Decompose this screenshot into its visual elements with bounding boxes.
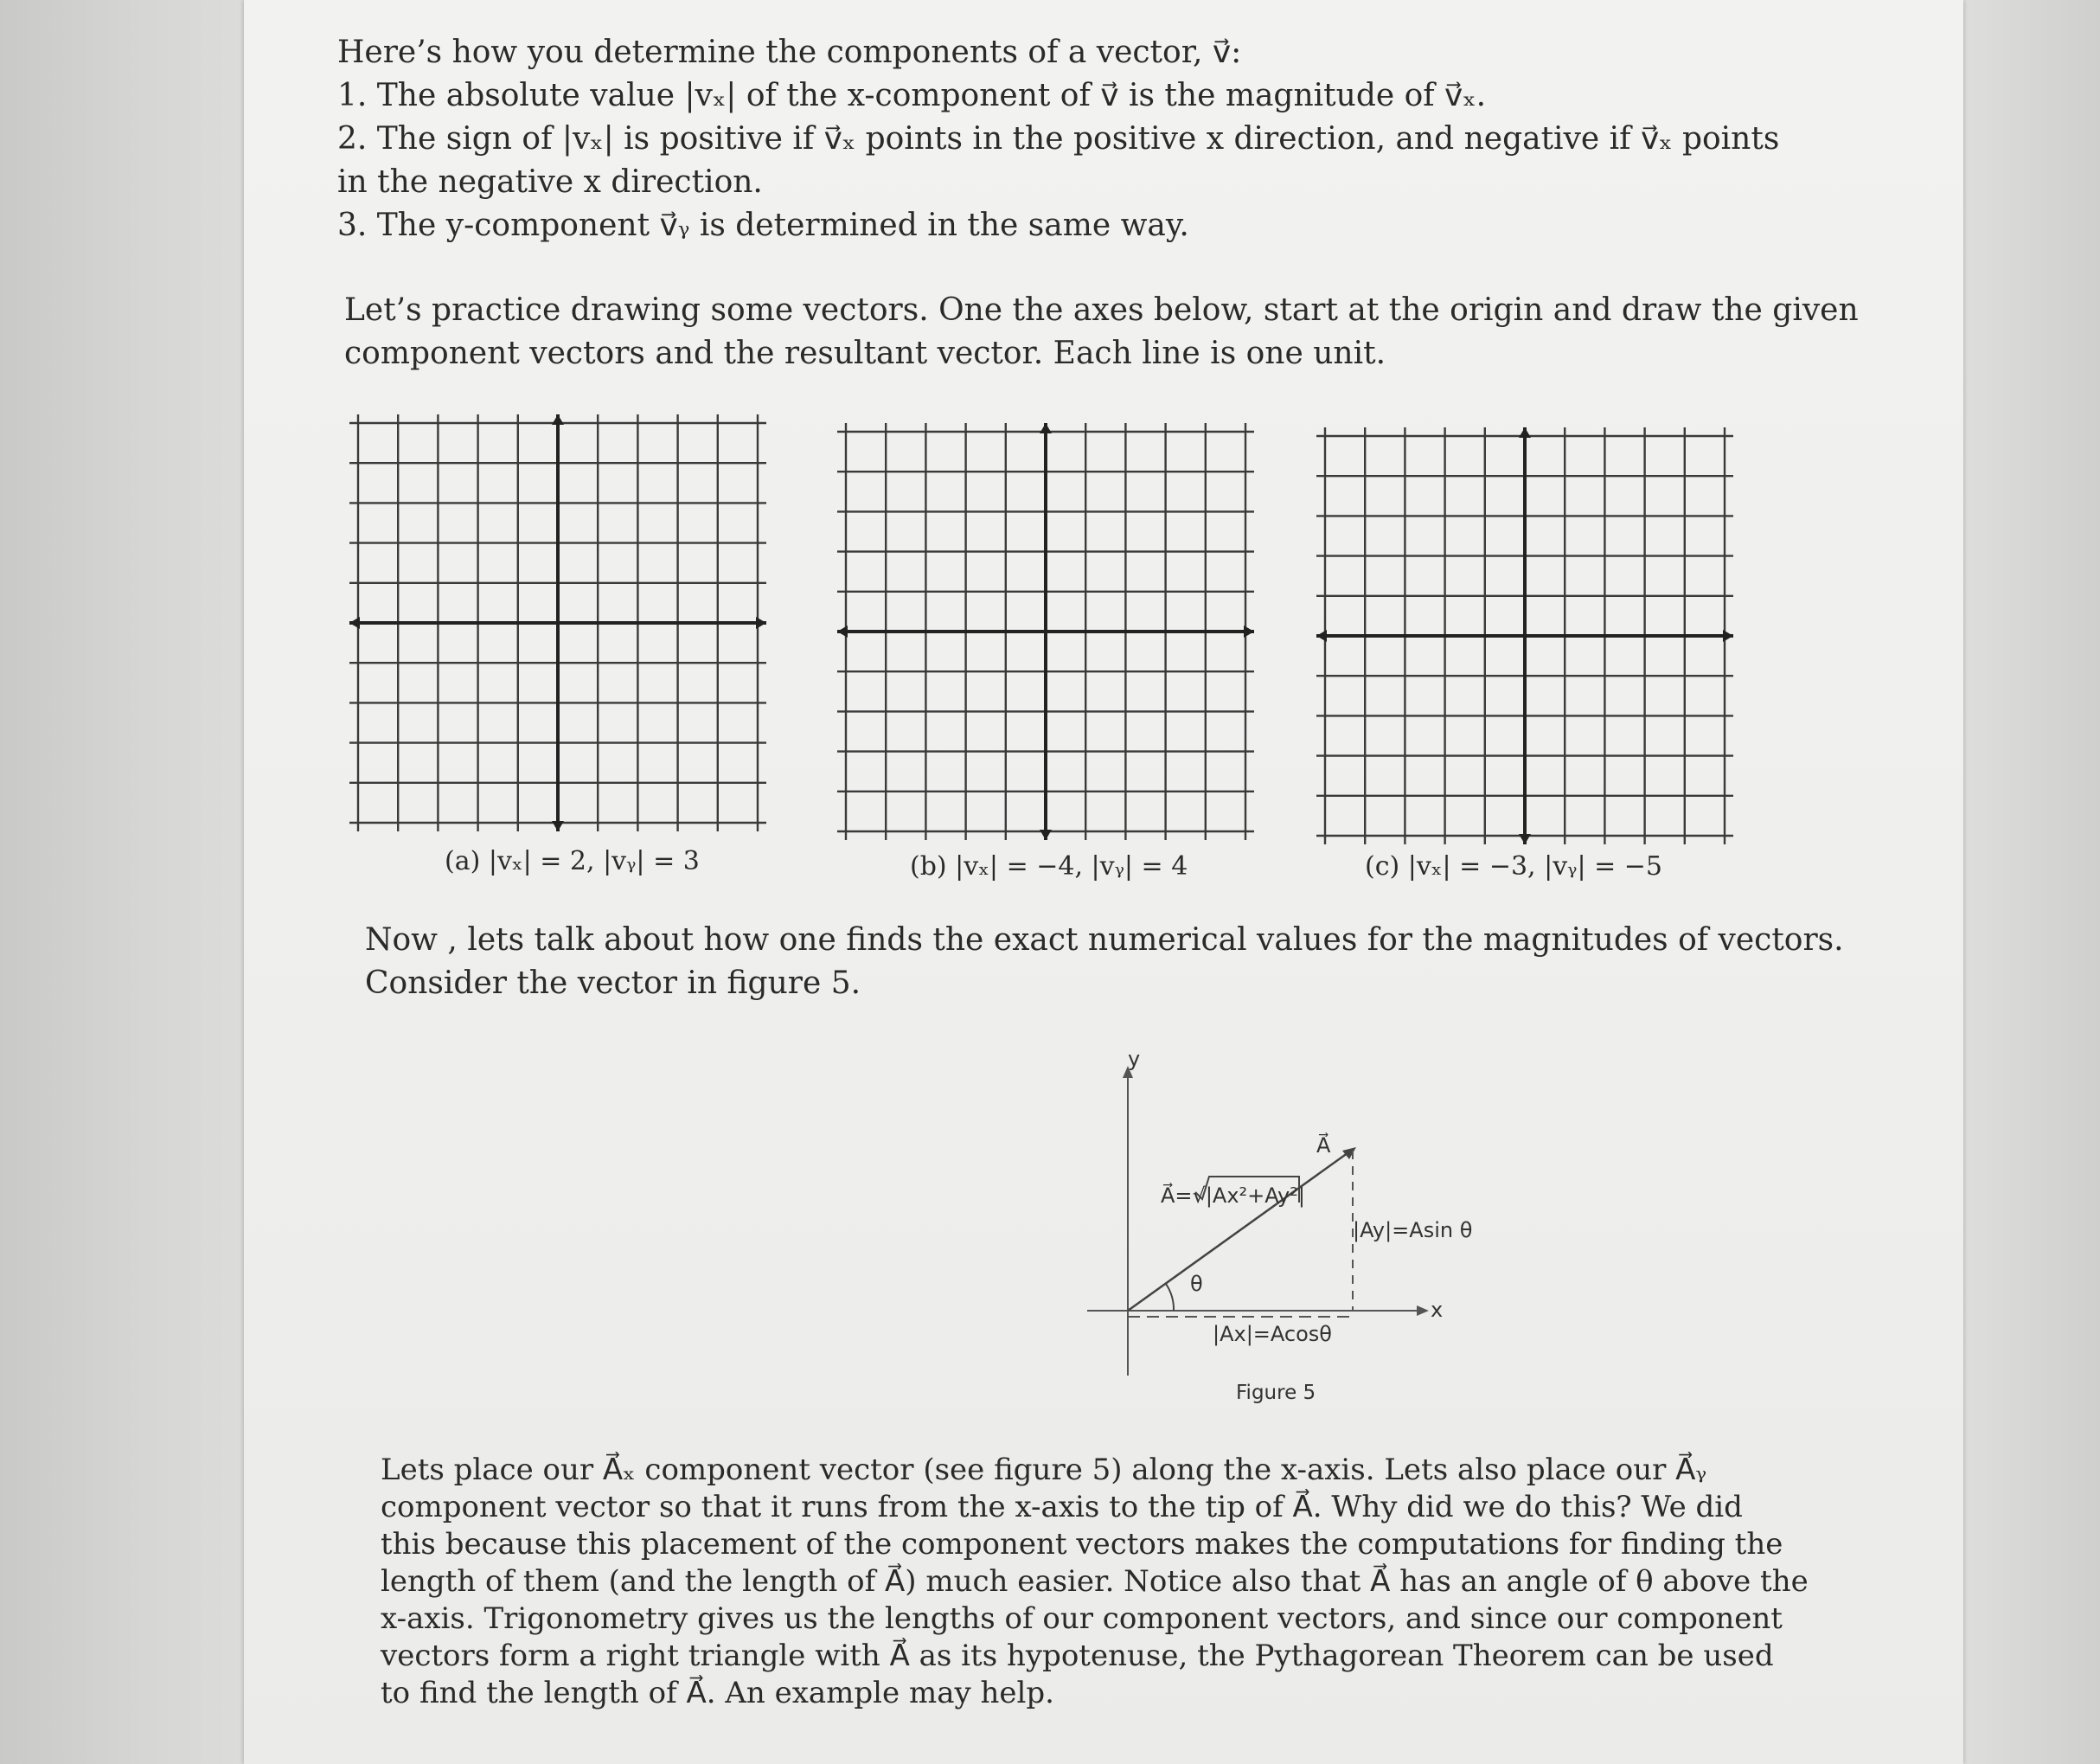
figure-5-vector-label: A⃗ (1316, 1133, 1331, 1158)
figure-5-x-label: x (1431, 1298, 1444, 1322)
component-placement-explanation (381, 1452, 1886, 1712)
grid-x-arrow-left (1316, 630, 1327, 642)
grid-c-caption: (c) |vₓ| = −3, |vᵧ| = −5 (1365, 851, 1663, 882)
figure-5-y-label: y (1128, 1047, 1141, 1071)
lets-line: this because this placement of the component vectors makes the computations for finding the (381, 1527, 1783, 1562)
lets-line: to find the length of A⃗. An example may help. (381, 1676, 1054, 1710)
lets-line: vectors form a right triangle with A⃗ as its hypotenuse, the Pythagorean Theorem can be used (381, 1639, 1774, 1673)
monitor-bezel-left (0, 0, 244, 1764)
grid-x-arrow-left (349, 617, 360, 629)
figure-5-caption: Figure 5 (1236, 1382, 1316, 1404)
grid-a-caption: (a) |vₓ| = 2, |vᵧ| = 3 (445, 846, 700, 876)
grid-x-arrow-right (756, 617, 766, 629)
grid-x-arrow-left (837, 625, 848, 638)
now-line: Consider the vector in figure 5. (365, 965, 861, 1001)
lets-line: length of them (and the length of A⃗) much easier. Notice also that A⃗ has an angle of θ above the (381, 1564, 1809, 1599)
intro-line: 3. The y-component v⃗ᵧ is determined in the same way. (337, 208, 1189, 243)
magnitudes-intro (365, 919, 1870, 1005)
grid-b-svg[interactable] (834, 420, 1258, 844)
lets-line: component vector so that it runs from the x-axis to the tip of A⃗. Why did we do this? We did (381, 1490, 1743, 1524)
grid-c-svg[interactable] (1313, 424, 1737, 848)
practice-grid-c[interactable] (1313, 424, 1737, 848)
figure-5-magnitude-formula: A⃗=√|Ax²+Ay²| (1161, 1183, 1305, 1208)
figure-5 (832, 1047, 1489, 1427)
grid-y-arrow-down (1519, 834, 1531, 844)
practice-line: component vectors and the resultant vector. Each line is one unit. (344, 336, 1386, 371)
grid-y-arrow-up (552, 414, 564, 425)
monitor-bezel-right (1962, 0, 2100, 1764)
grid-x-arrow-right (1244, 625, 1254, 638)
grid-y-arrow-down (552, 821, 564, 831)
grid-y-arrow-up (1040, 423, 1052, 433)
x-axis-arrow (1417, 1305, 1429, 1316)
practice-grid-b[interactable] (834, 420, 1258, 844)
components-instructions (337, 31, 1842, 247)
grid-a-svg[interactable] (346, 411, 770, 835)
document-page[interactable] (244, 0, 1963, 1764)
lets-line: x-axis. Trigonometry gives us the lengths of our component vectors, and since our component (381, 1601, 1783, 1636)
intro-line: 1. The absolute value |vₓ| of the x-component of v⃗ is the magnitude of v⃗ₓ. (337, 78, 1487, 113)
vector-a-line (1128, 1151, 1351, 1311)
grid-b-caption: (b) |vₓ| = −4, |vᵧ| = 4 (910, 851, 1188, 882)
grid-y-arrow-up (1519, 427, 1531, 438)
lets-line: Lets place our A⃗ₓ component vector (see figure 5) along the x-axis. Lets also place our A⃗ᵧ (381, 1453, 1707, 1487)
figure-5-ax-label: |Ax|=Acosθ (1213, 1322, 1332, 1346)
practice-instructions (344, 289, 1859, 375)
intro-line: Here’s how you determine the components of a vector, v⃗: (337, 35, 1242, 70)
figure-5-ay-label: |Ay|=Asin θ (1353, 1218, 1473, 1242)
intro-line: 2. The sign of |vₓ| is positive if v⃗ₓ points in the positive x direction, and negative if v⃗ₓ points (337, 121, 1780, 157)
theta-arc (1166, 1284, 1174, 1311)
figure-5-theta: θ (1190, 1272, 1203, 1296)
practice-grid-a[interactable] (346, 411, 770, 835)
grid-x-arrow-right (1723, 630, 1733, 642)
grid-y-arrow-down (1040, 830, 1052, 840)
now-line: Now , lets talk about how one finds the exact numerical values for the magnitudes of vectors. (365, 922, 1844, 958)
vector-a-arrowhead (1342, 1147, 1356, 1159)
intro-line: in the negative x direction. (337, 164, 763, 200)
practice-line: Let’s practice drawing some vectors. One the axes below, start at the origin and draw the given (344, 292, 1859, 328)
